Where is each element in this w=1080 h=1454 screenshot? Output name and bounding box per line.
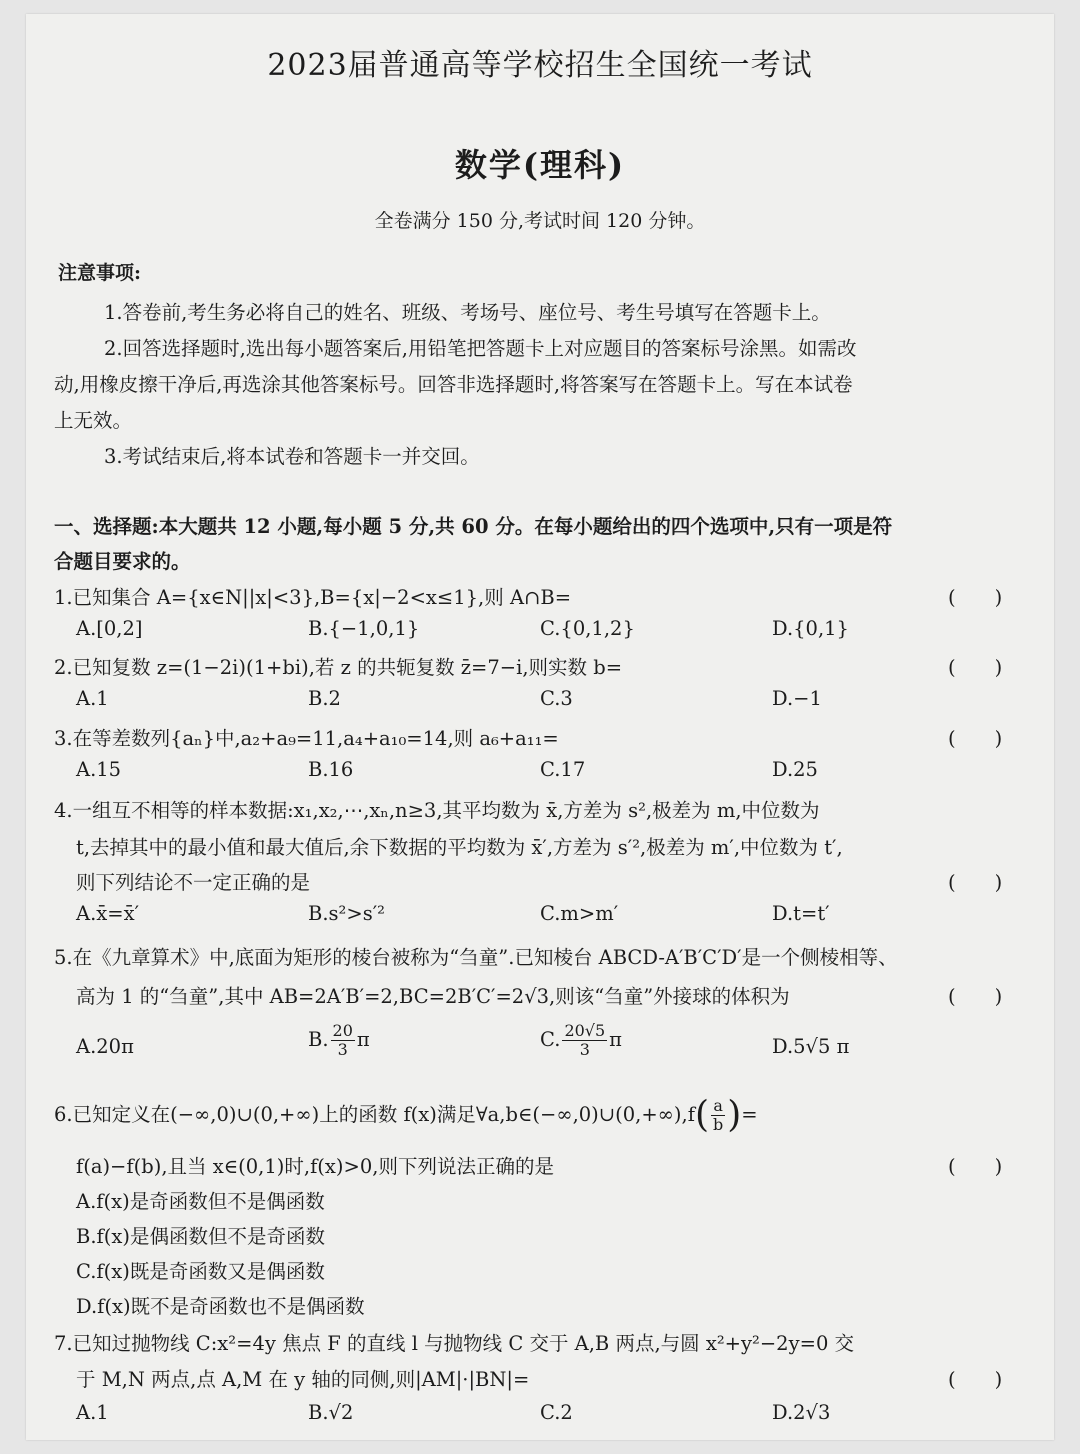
question-4-answer-bracket: ( ) [948, 871, 1003, 894]
question-5-option-c [540, 1022, 622, 1059]
question-2-option-b: B.2 [308, 687, 341, 710]
question-7-option-b: B.√2 [308, 1401, 354, 1424]
fraction-numerator: a [711, 1097, 725, 1116]
score-info: 全卷满分 150 分,考试时间 120 分钟。 [374, 210, 706, 232]
question-4-option-c: C.m>m′ [540, 902, 619, 925]
fraction-numerator: 20 [332, 1021, 353, 1040]
question-5-option-c-letter: C. [540, 1028, 561, 1051]
fraction-denominator: b [713, 1115, 724, 1134]
question-7-option-c: C.2 [540, 1401, 573, 1424]
pi-symbol: π [609, 1028, 622, 1051]
question-1-option-d: D.{0,1} [772, 617, 849, 640]
question-7-option-a: A.1 [76, 1401, 109, 1424]
subject-title: 数学(理科) [454, 146, 626, 184]
question-2-option-c: C.3 [540, 687, 573, 710]
fraction-numerator: 20√5 [564, 1021, 606, 1040]
question-1-answer-bracket: ( ) [948, 586, 1003, 609]
question-6-option-a: A.f(x)是奇函数但不是偶函数 [76, 1190, 325, 1213]
question-5-option-d: D.5√5 π [772, 1035, 850, 1058]
question-7-line-1: 7.已知过抛物线 C:x²=4y 焦点 F 的直线 l 与抛物线 C 交于 A,B 两点,与圆 x²+y²−2y=0 交 [54, 1332, 855, 1355]
question-2-stem: 2.已知复数 z=(1−2i)(1+bi),若 z 的共轭复数 z̄=7−i,则实数 b= [54, 656, 623, 679]
question-4-line-2: t,去掉其中的最小值和最大值后,余下数据的平均数为 x̄′,方差为 s′²,极差为 m′,中位数为 t′, [76, 836, 843, 859]
question-3-answer-bracket: ( ) [948, 727, 1003, 750]
question-6-answer-bracket: ( ) [948, 1155, 1003, 1178]
question-6-line-2: f(a)−f(b),且当 x∈(0,1)时,f(x)>0,则下列说法正确的是 [76, 1155, 554, 1178]
question-7-answer-bracket: ( ) [948, 1368, 1003, 1391]
notice-item-2-line-1: 2.回答选择题时,选出每小题答案后,用铅笔把答题卡上对应题目的答案标号涂黑。如需改 [104, 337, 857, 360]
question-6-line-1-text: 6.已知定义在(−∞,0)∪(0,+∞)上的函数 f(x)满足∀a,b∈(−∞,0)∪(0,+∞),f [54, 1103, 695, 1126]
question-5-answer-bracket: ( ) [948, 985, 1003, 1008]
section-heading-line-1: 一、选择题:本大题共 12 小题,每小题 5 分,共 60 分。在每小题给出的四个选项中,只有一项是符 [54, 515, 893, 538]
question-1-option-b: B.{−1,0,1} [308, 617, 420, 640]
question-3-stem: 3.在等差数列{aₙ}中,a₂+a₉=11,a₄+a₁₀=14,则 a₆+a₁₁= [54, 727, 559, 750]
notice-item-2-line-2: 动,用橡皮擦干净后,再选涂其他答案标号。回答非选择题时,将答案写在答题卡上。写在本试卷 [54, 373, 853, 396]
question-1-option-a: A.[0,2] [76, 617, 143, 640]
question-5-line-2: 高为 1 的“刍童”,其中 AB=2A′B′=2,BC=2B′C′=2√3,则该“刍童”外接球的体积为 [76, 985, 790, 1008]
question-5-option-a: A.20π [76, 1035, 134, 1058]
question-5-option-b-fraction [331, 1022, 355, 1059]
exam-title: 2023届普通高等学校招生全国统一考试 [267, 48, 813, 83]
question-2-answer-bracket: ( ) [948, 656, 1003, 679]
left-paren-symbol: ( [694, 1094, 709, 1136]
question-4-option-b: B.s²>s′² [308, 902, 385, 925]
question-6-option-d: D.f(x)既不是奇函数也不是偶函数 [76, 1295, 365, 1318]
right-paren-symbol: ) [727, 1094, 742, 1136]
question-4-option-a: A.x̄=x̄′ [76, 902, 140, 925]
question-7-line-2: 于 M,N 两点,点 A,M 在 y 轴的同侧,则|AM|·|BN|= [76, 1368, 530, 1391]
question-7-option-d: D.2√3 [772, 1401, 831, 1424]
question-5-option-b-letter: B. [308, 1028, 329, 1051]
equals-sign: = [741, 1103, 758, 1126]
question-6-option-b: B.f(x)是偶函数但不是奇函数 [76, 1225, 325, 1248]
question-5-option-b [308, 1022, 370, 1059]
question-2-option-d: D.−1 [772, 687, 822, 710]
notice-item-2-line-3: 上无效。 [54, 409, 133, 432]
fraction-denominator: 3 [579, 1040, 590, 1059]
question-1-stem: 1.已知集合 A={x∈N||x|<3},B={x|−2<x≤1},则 A∩B= [54, 586, 572, 609]
question-5-line-1: 5.在《九章算术》中,底面为矩形的棱台被称为“刍童”.已知棱台 ABCD-A′B′C′D′是一个侧棱相等、 [54, 946, 898, 969]
notice-item-1: 1.答卷前,考生务必将自己的姓名、班级、考场号、座位号、考生号填写在答题卡上。 [104, 301, 831, 324]
section-heading-line-2: 合题目要求的。 [54, 550, 191, 573]
pi-symbol: π [356, 1028, 370, 1051]
question-1-option-c: C.{0,1,2} [540, 617, 635, 640]
question-2-option-a: A.1 [76, 687, 109, 710]
question-6-option-c: C.f(x)既是奇函数又是偶函数 [76, 1260, 325, 1283]
notice-item-3: 3.考试结束后,将本试卷和答题卡一并交回。 [104, 445, 480, 468]
question-5-option-c-fraction [562, 1022, 607, 1059]
question-3-option-b: B.16 [308, 758, 354, 781]
fraction-denominator: 3 [337, 1040, 348, 1059]
question-4-option-d: D.t=t′ [772, 902, 830, 925]
question-4-line-3: 则下列结论不一定正确的是 [76, 871, 311, 894]
question-3-option-c: C.17 [540, 758, 586, 781]
question-3-option-d: D.25 [772, 758, 818, 781]
question-6-fraction [711, 1097, 725, 1134]
notice-heading: 注意事项: [58, 262, 142, 284]
question-6-line-1 [54, 1094, 758, 1136]
question-4-line-1: 4.一组互不相等的样本数据:x₁,x₂,⋯,xₙ,n≥3,其平均数为 x̄,方差为 s²,极差为 m,中位数为 [54, 799, 820, 822]
question-3-option-a: A.15 [76, 758, 122, 781]
